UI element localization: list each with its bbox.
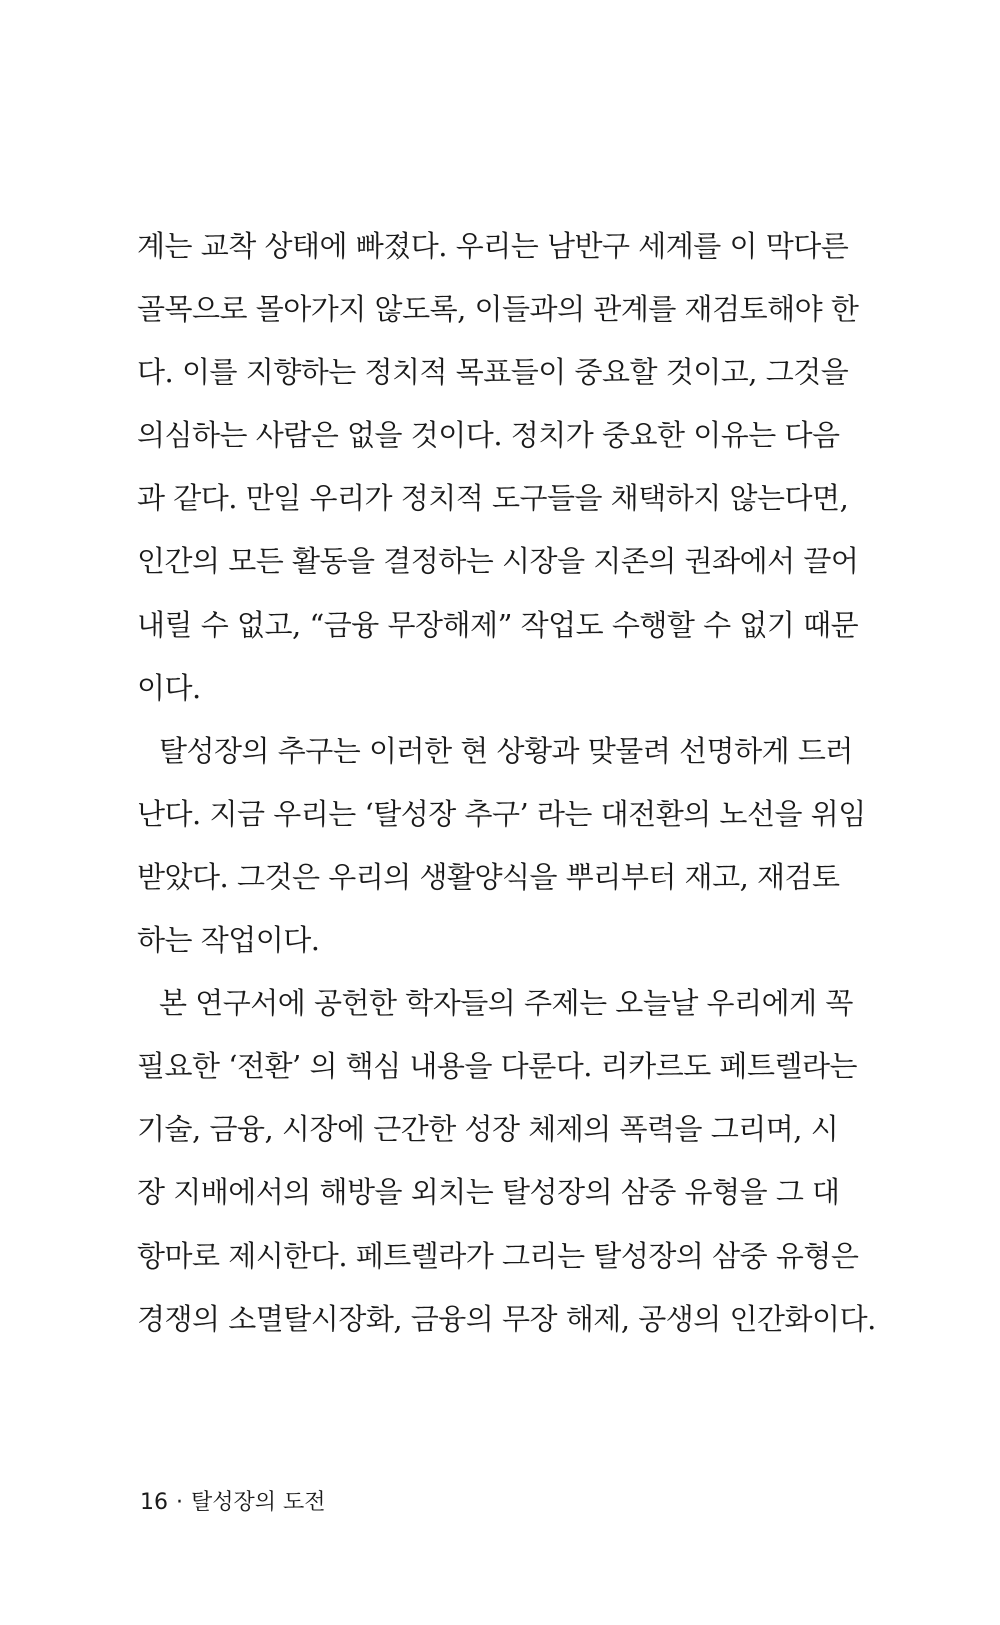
text-line: 난다. 지금 우리는 ‘탈성장 추구’ 라는 대전환의 노선을 위임 [137, 796, 866, 831]
running-title: 탈성장의 도전 [191, 1490, 326, 1515]
text-line: 이다. [137, 670, 201, 705]
text-line: 하는 작업이다. [137, 923, 320, 958]
text-line: 필요한 ‘전환’ 의 핵심 내용을 다룬다. 리카르도 페트렐라는 [137, 1049, 858, 1084]
paragraph-first-line: 탈성장의 추구는 이러한 현 상황과 맞물려 선명하게 드러 [159, 733, 853, 768]
paragraph-first-line: 본 연구서에 공헌한 학자들의 주제는 오늘날 우리에게 꼭 [159, 986, 853, 1021]
page-number: 16 [140, 1490, 168, 1515]
text-line: 과 같다. 만일 우리가 정치적 도구들을 채택하지 않는다면, [137, 481, 849, 516]
footer-separator: · [176, 1490, 183, 1515]
text-line: 의심하는 사람은 없을 것이다. 정치가 중요한 이유는 다음 [137, 418, 840, 453]
text-line: 골목으로 몰아가지 않도록, 이들과의 관계를 재검토해야 한 [137, 292, 859, 327]
text-line: 내릴 수 없고, “금융 무장해제” 작업도 수행할 수 없기 때문 [137, 607, 859, 642]
text-line: 항마로 제시한다. 페트렐라가 그리는 탈성장의 삼중 유형은 [137, 1238, 859, 1273]
text-line: 다. 이를 지향하는 정치적 목표들이 중요할 것이고, 그것을 [137, 355, 849, 390]
page-footer [140, 1488, 326, 1518]
text-line: 인간의 모든 활동을 결정하는 시장을 지존의 권좌에서 끌어 [137, 544, 859, 579]
text-line: 경쟁의 소멸탈시장화, 금융의 무장 해제, 공생의 인간화이다. [137, 1301, 876, 1336]
text-line: 계는 교착 상태에 빠졌다. 우리는 남반구 세계를 이 막다른 [137, 229, 849, 263]
text-line: 기술, 금융, 시장에 근간한 성장 체제의 폭력을 그리며, 시 [137, 1112, 839, 1147]
body-text [137, 224, 876, 1360]
text-line: 받았다. 그것은 우리의 생활양식을 뿌리부터 재고, 재검토 [137, 859, 840, 894]
text-line: 장 지배에서의 해방을 외치는 탈성장의 삼중 유형을 그 대 [137, 1175, 840, 1210]
